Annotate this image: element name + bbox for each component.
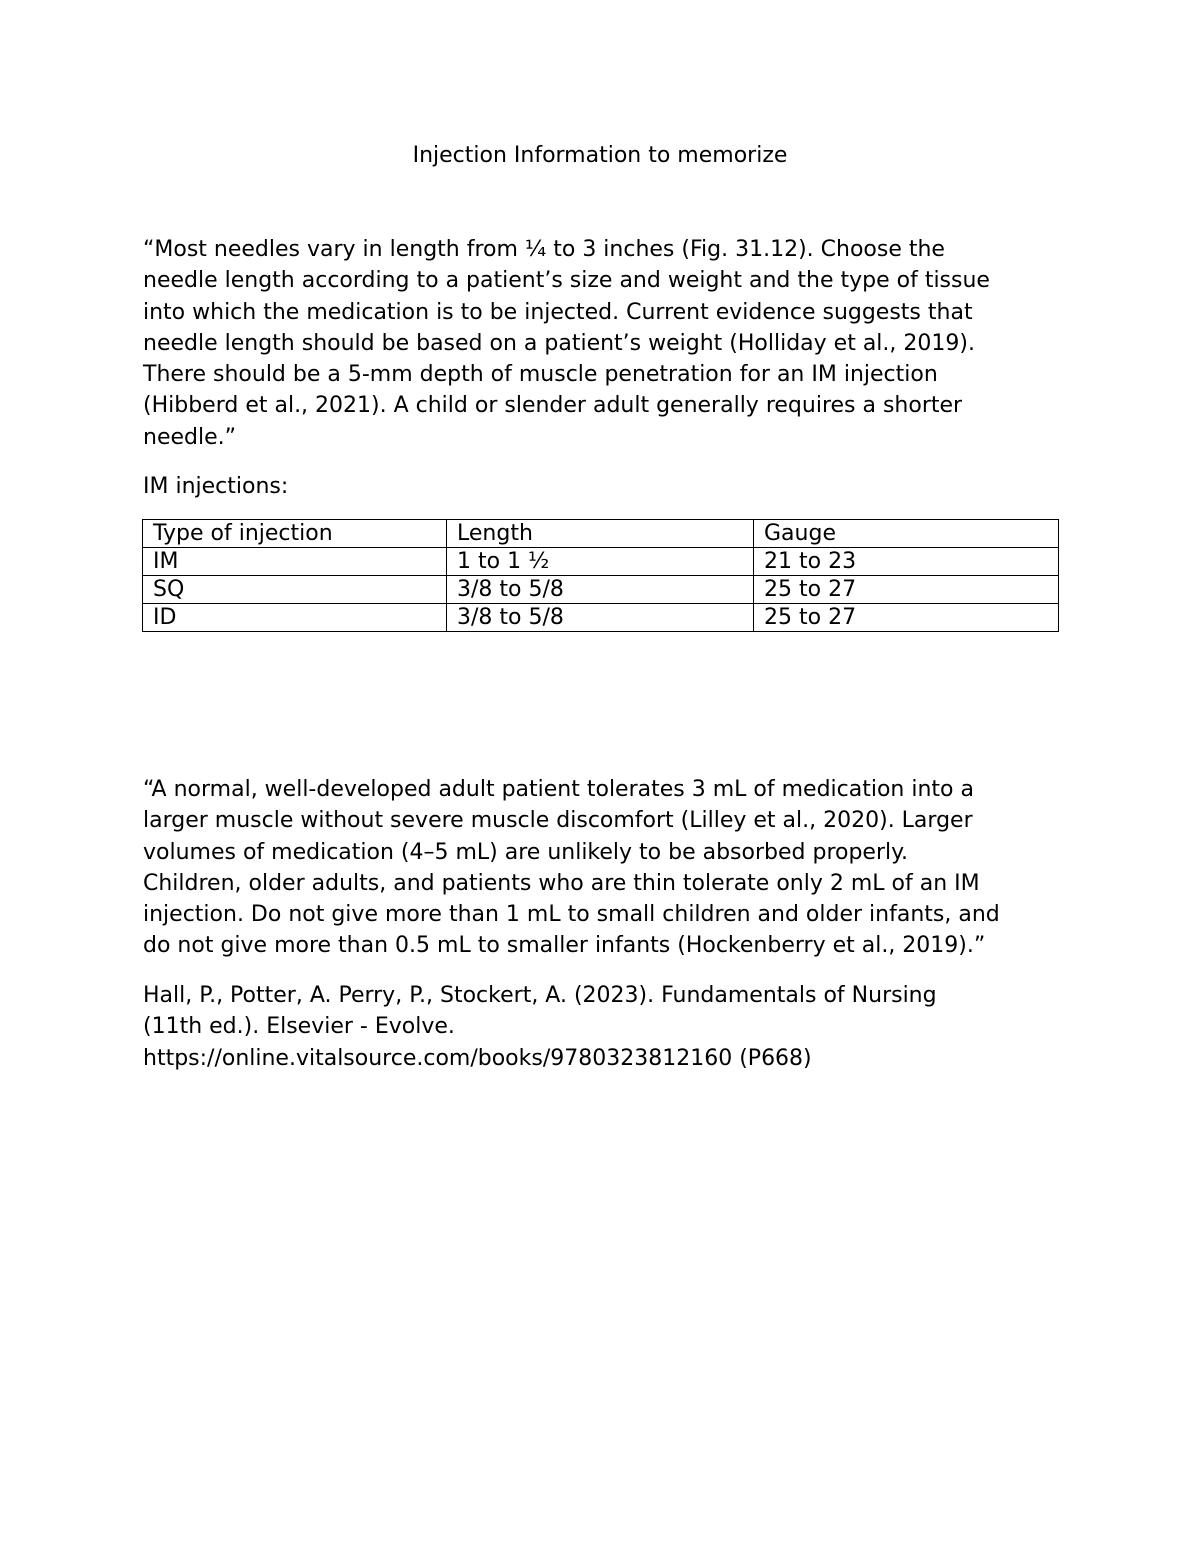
quote-line: needle.”	[143, 424, 237, 450]
table-header-row	[143, 520, 1059, 548]
im-injections-heading: IM injections:	[143, 474, 289, 499]
table-cell: 25 to 27	[754, 576, 1059, 604]
quote-line: Children, older adults, and patients who are thin tolerate only 2 mL of an IM	[143, 870, 980, 896]
header-length: Length	[447, 520, 754, 548]
quote-line: needle length according to a patient’s size and weight and the type of tissue	[143, 268, 990, 294]
injection-table	[142, 519, 1059, 632]
quote-line: volumes of medication (4–5 mL) are unlikely to be absorbed properly.	[143, 839, 909, 865]
reference-citation	[143, 980, 1073, 1074]
citation-url: https://online.vitalsource.com/books/9780323812160 (P668)	[143, 1045, 812, 1071]
table-row	[143, 548, 1059, 576]
table-row	[143, 576, 1059, 604]
table-cell: 1 to 1 ½	[447, 548, 754, 576]
citation-line: Hall, P., Potter, A. Perry, P., Stockert, A. (2023). Fundamentals of Nursing	[143, 983, 937, 1008]
table-cell: SQ	[143, 576, 447, 604]
header-type-of-injection: Type of injection	[143, 520, 447, 548]
quote-line: do not give more than 0.5 mL to smaller infants (Hockenberry et al., 2019).”	[143, 933, 986, 959]
quote-line: needle length should be based on a patient’s weight (Holliday et al., 2019).	[143, 330, 975, 356]
table-cell: 25 to 27	[754, 604, 1059, 632]
citation-line: (11th ed.). Elsevier - Evolve.	[143, 1014, 455, 1040]
table-cell: 21 to 23	[754, 548, 1059, 576]
table-cell: ID	[143, 604, 447, 632]
quote-line: “Most needles vary in length from ¼ to 3 inches (Fig. 31.12). Choose the	[143, 237, 945, 262]
quote-line: injection. Do not give more than 1 mL to small children and older infants, and	[143, 902, 1000, 928]
quote-line: larger muscle without severe muscle discomfort (Lilley et al., 2020). Larger	[143, 808, 973, 834]
injection-volume-quote	[143, 774, 1073, 962]
table-cell: 3/8 to 5/8	[447, 576, 754, 604]
quote-line: into which the medication is to be injected. Current evidence suggests that	[143, 299, 973, 325]
quote-line: (Hibberd et al., 2021). A child or slender adult generally requires a shorter	[143, 393, 963, 419]
quote-line: “A normal, well-developed adult patient tolerates 3 mL of medication into a	[143, 777, 974, 802]
table-row	[143, 604, 1059, 632]
table-cell: 3/8 to 5/8	[447, 604, 754, 632]
quote-line: There should be a 5-mm depth of muscle penetration for an IM injection	[143, 362, 938, 388]
needle-length-quote	[143, 234, 1073, 453]
header-gauge: Gauge	[754, 520, 1059, 548]
table-cell: IM	[143, 548, 447, 576]
page-title: Injection Information to memorize	[412, 143, 788, 168]
